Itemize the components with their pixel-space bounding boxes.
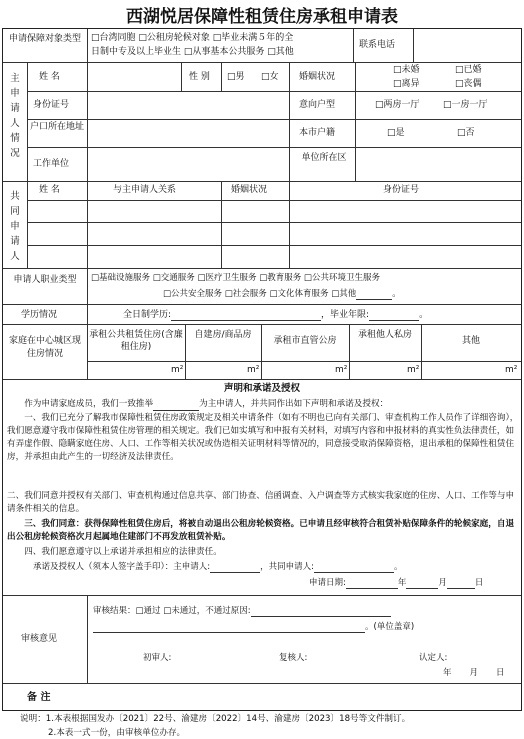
occupation-options-line1[interactable]: □基础设施服务 □交通服务 □医疗卫生服务 □教育服务 □公共环境卫生服务	[91, 273, 380, 283]
occupation-label: 申请人职业类型	[13, 275, 77, 285]
unit-m2-1: m²	[171, 365, 184, 375]
note-2: 2.本表一式一份，由审核单位办存。	[48, 728, 186, 738]
review-label: 审核意见	[21, 634, 58, 644]
gender-label: 性 别	[189, 72, 210, 82]
co-id-header: 身份证号	[383, 185, 420, 195]
note-1: 说明：1.本表根据国发办〔2021〕22号、渝建房〔2022〕14号、渝建房〔2023〕18号等文件制订。	[20, 714, 411, 724]
main-applicant-side-label: 主申请人情况	[10, 73, 20, 159]
approver: 认定人:	[419, 653, 448, 663]
second-reviewer: 复核人:	[279, 653, 308, 663]
employer-district-label: 单位所在区	[301, 153, 347, 163]
unit-m2-3: m²	[335, 365, 348, 375]
housing-label: 家庭在中心城区现住房情况	[8, 336, 81, 359]
local-hukou-label: 本市户籍	[299, 128, 336, 138]
two-room-checkbox[interactable]: □两房一厅	[375, 100, 420, 110]
review-date: 年 月 日	[443, 668, 505, 678]
married-checkbox[interactable]: □已婚	[455, 65, 482, 75]
housing-col-private: 承租他人私房	[357, 330, 412, 340]
applicant-type-options-line2[interactable]: 日制中专及以上毕业生 □从事基本公共服务 □其他	[91, 47, 294, 57]
widowed-checkbox[interactable]: □丧偶	[455, 79, 482, 89]
education-label: 学历情况	[21, 310, 58, 320]
id-number-label: 身份证号	[33, 100, 70, 110]
employer-label: 工作单位	[33, 159, 70, 169]
education-values[interactable]: 全日制学历: ，毕业年限: 。	[123, 310, 429, 320]
unit-m2-4: m²	[407, 365, 420, 375]
application-form	[2, 28, 522, 711]
first-reviewer: 初审人:	[143, 653, 172, 663]
applicant-type-label: 申请保障对象类型	[8, 34, 81, 44]
hukou-no-checkbox[interactable]: □否	[457, 128, 475, 138]
housing-col-self-built: 自建房/商品房	[194, 330, 252, 340]
review-reason-line[interactable]: 。(单位盖章)	[93, 621, 414, 633]
declaration-item-2: 二、我们同意并授权有关部门、审查机构通过信息共享、部门协查、信函调查、入户调查等方式核实我家庭的住房、人口、工作等与申请条件相关的信息。	[7, 491, 515, 514]
marital-label: 婚姻状况	[299, 72, 336, 82]
unit-m2-5: m²	[505, 365, 518, 375]
unit-m2-2: m²	[247, 365, 260, 375]
co-applicant-side-label: 共同申请人	[10, 191, 20, 262]
declaration-title: 声明和承诺及授权	[223, 383, 300, 394]
co-relation-header: 与主申请人关系	[113, 185, 177, 195]
unmarried-checkbox[interactable]: □未婚	[393, 65, 420, 75]
applicant-type-options-line1[interactable]: □台湾同胞 □公租房轮候对象 □毕业未满５年的全	[91, 33, 294, 43]
co-name-header: 姓 名	[39, 185, 60, 195]
occupation-options-line2[interactable]: □公共安全服务 □社会服务 □文化体育服务 □其他 。	[163, 289, 401, 299]
declaration-intro: 作为申请家庭成员，我们一致推举 为主申请人，并共同作出如下声明和承诺及授权：	[24, 399, 389, 409]
declaration-item-3: 三、我们同意：获得保障性租赁住房后，将被自动退出公租房轮候资格。已申请且经审核符合租赁补贴保障条件的轮候家庭，自退出公租房轮候资格次月起属地住建部门不再发放租赁补贴。	[7, 519, 515, 542]
co-marital-header: 婚姻状况	[231, 185, 268, 195]
review-result-line[interactable]: 审核结果：□通过 □未通过，不通过原因:	[93, 605, 391, 617]
female-checkbox[interactable]: □女	[261, 72, 279, 82]
housing-col-public-rental: 承租公共租赁住房(含廉租住房)	[89, 330, 183, 352]
hukou-yes-checkbox[interactable]: □是	[387, 128, 405, 138]
contact-phone-label: 联系电话	[359, 40, 396, 50]
house-type-label: 意向户型	[299, 100, 336, 110]
signature-line[interactable]: 承诺及授权人（须本人签字盖手印）：主申请人: ，共同申请人: 。	[33, 562, 403, 572]
page-title: 西湖悦居保障性租赁住房承租申请表	[126, 7, 398, 27]
housing-col-other: 其他	[461, 336, 480, 346]
one-room-checkbox[interactable]: □一房一厅	[443, 100, 488, 110]
declaration-item-1: 一、我们已充分了解我市保障性租赁住房政策规定及相关申请条件（如有不明也已向有关部门、审查机构工作人员作了详细咨询），我们愿意遵守我市保障性租赁住房管理的相关规定。我们已如实填写和申报有关材料，对填写内容和申报材料的真实性负法律责任，如有弄虚作假、隐瞒家庭住房、人口、工作等相关状况或伪造相关证明材料等情况的，同意接受取消保障资格，退出承租的保障性租赁住房，并承担由此产生的一切经济及法律责任。	[7, 413, 519, 462]
name-label: 姓 名	[39, 72, 60, 82]
housing-col-municipal: 承租市直管公房	[273, 336, 337, 346]
divorced-checkbox[interactable]: □离异	[393, 79, 420, 89]
male-checkbox[interactable]: □男	[227, 72, 245, 82]
application-date[interactable]: 申请日期: 年 月 日	[309, 578, 484, 588]
hukou-label: 户口所在地址	[29, 122, 84, 132]
declaration-item-4: 四、我们愿意遵守以上承诺并承担相应的法律责任。	[24, 547, 222, 557]
remarks-label: 备 注	[27, 692, 51, 703]
